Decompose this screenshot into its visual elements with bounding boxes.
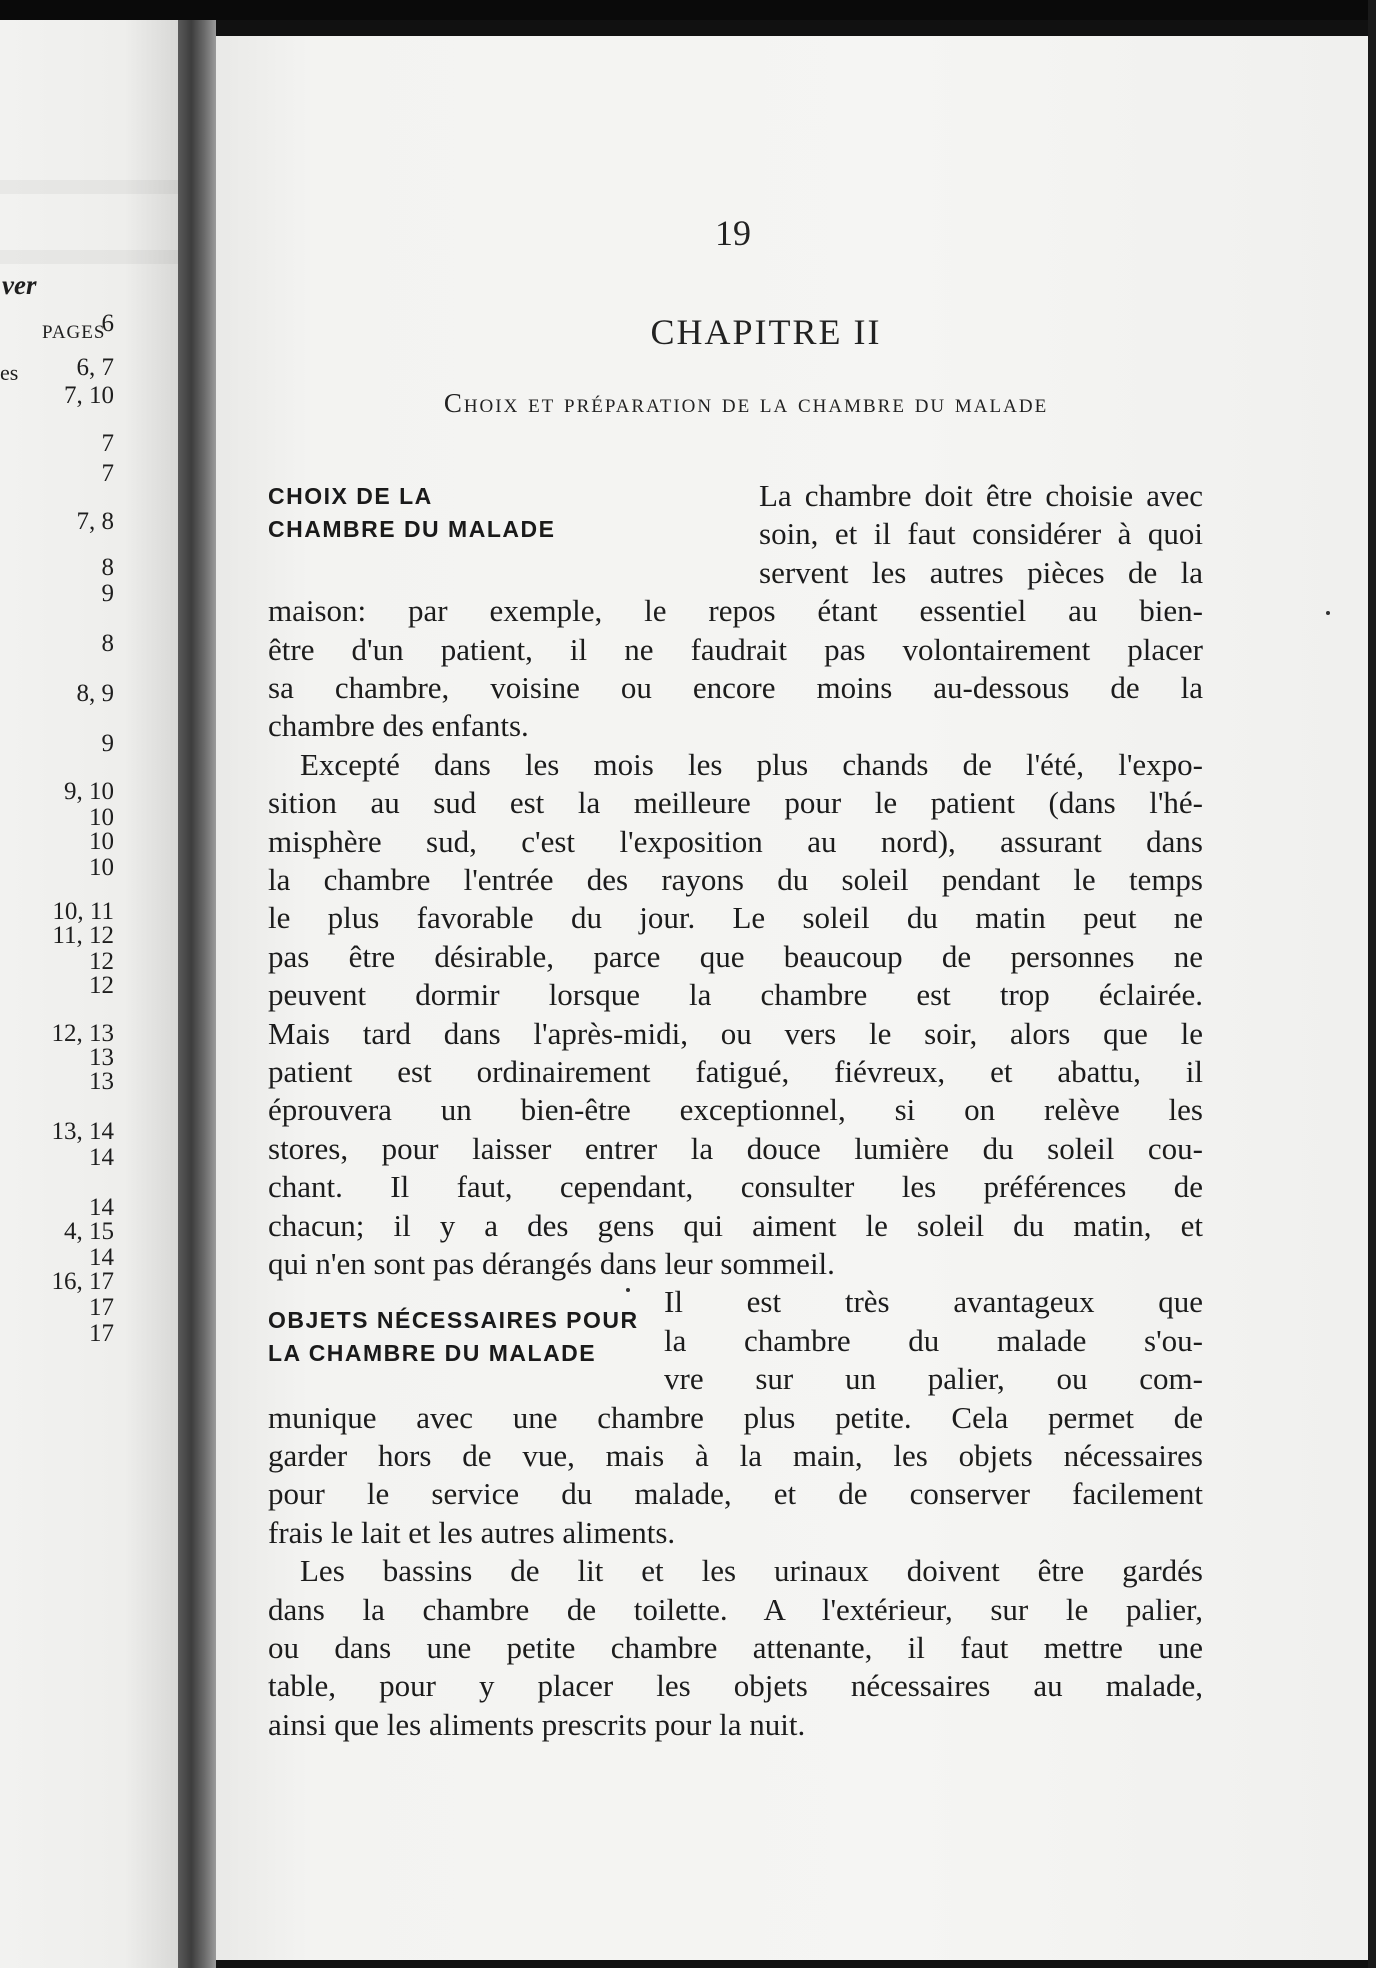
body-line: qui n'en sont pas dérangés dans leur sommeil. bbox=[268, 1246, 835, 1281]
body-line: servent les autres pièces de la bbox=[759, 554, 1203, 590]
body-line: pas être désirable, parce que beaucoup de personnes ne bbox=[268, 938, 1203, 974]
bleed-through bbox=[0, 180, 178, 194]
page-number: 19 bbox=[715, 213, 751, 253]
scan-right-border bbox=[1368, 0, 1376, 1968]
body-line: pour le service du malade, et de conserver facilement bbox=[268, 1476, 1203, 1512]
body-line: être d'un patient, il ne faudrait pas volontairement placer bbox=[268, 631, 1203, 667]
sidehead-choix: CHOIX DE LA CHAMBRE DU MALADE bbox=[268, 483, 556, 542]
body-line: patient est ordinairement fatigué, fiévreux, et abattu, il bbox=[268, 1054, 1203, 1089]
left-page-number: 13, 14 bbox=[51, 1118, 114, 1145]
scan-speck bbox=[626, 1288, 630, 1292]
left-page-number: 16, 17 bbox=[51, 1268, 114, 1295]
left-page-number: 13 bbox=[89, 1044, 114, 1071]
chapter-subtitle: Choix et préparation de la chambre du malade bbox=[443, 388, 1049, 418]
left-page-word: ver bbox=[2, 270, 37, 300]
body-line: dans la chambre de toilette. A l'extérieur, sur le palier, bbox=[268, 1591, 1203, 1627]
body-line: munique avec une chambre plus petite. Cela permet de bbox=[268, 1399, 1203, 1435]
left-page-number: 17 bbox=[89, 1294, 114, 1321]
left-page-number: 9 bbox=[101, 730, 114, 757]
left-page-number: 9, 10 bbox=[64, 778, 114, 805]
left-page-number: 8, 9 bbox=[76, 680, 114, 707]
body-line: sa chambre, voisine ou encore moins au-dessous de la bbox=[268, 670, 1203, 705]
left-page-number: 14 bbox=[89, 1194, 114, 1221]
body-line: vre sur un palier, ou com- bbox=[664, 1361, 1203, 1397]
left-page-number: 7 bbox=[101, 430, 114, 457]
left-page-number: 7 bbox=[101, 460, 114, 487]
left-page-number: 6 bbox=[101, 310, 114, 337]
body-line: soin, et il faut considérer à quoi bbox=[759, 516, 1203, 552]
body-line: garder hors de vue, mais à la main, les objets nécessaires bbox=[268, 1438, 1203, 1473]
left-page-number: 4, 15 bbox=[64, 1218, 114, 1245]
body-line: peuvent dormir lorsque la chambre est trop éclairée. bbox=[268, 977, 1203, 1013]
left-page-number: 10 bbox=[89, 828, 114, 855]
sidehead-objets: OBJETS NÉCESSAIRES POUR LA CHAMBRE DU MALADE bbox=[268, 1307, 639, 1366]
scan-speck bbox=[1326, 611, 1330, 615]
left-page-pages-label: PAGES bbox=[42, 322, 106, 343]
left-page-number: 12, 13 bbox=[51, 1020, 114, 1047]
body-line: Les bassins de lit et les urinaux doivent être gardés bbox=[300, 1553, 1203, 1589]
body-line: table, pour y placer les objets nécessaires au malade, bbox=[268, 1668, 1203, 1704]
left-page-number: 17 bbox=[89, 1320, 114, 1347]
body-line: éprouvera un bien-être exceptionnel, si on relève les bbox=[268, 1092, 1203, 1128]
body-line: sition au sud est la meilleure pour le patient (dans l'hé- bbox=[268, 785, 1203, 821]
body-line: frais le lait et les autres aliments. bbox=[268, 1514, 676, 1550]
left-page-number: 8 bbox=[101, 554, 114, 581]
left-page-number: 10 bbox=[89, 804, 114, 831]
left-page-number: 8 bbox=[101, 630, 114, 657]
body-line: le plus favorable du jour. Le soleil du matin peut ne bbox=[268, 900, 1203, 936]
left-page-number: 11, 12 bbox=[52, 922, 114, 949]
left-page-number: 12 bbox=[89, 948, 114, 975]
left-page-number: 14 bbox=[89, 1244, 114, 1271]
book-gutter bbox=[178, 20, 216, 1968]
scan-top-border bbox=[0, 0, 1376, 20]
left-page-fragment: es bbox=[0, 360, 19, 385]
body-line: ainsi que les aliments prescrits pour la nuit. bbox=[268, 1706, 806, 1742]
book-page bbox=[216, 36, 1368, 1960]
left-page-number: 10, 11 bbox=[52, 898, 114, 925]
body-line: ou dans une petite chambre attenante, il faut mettre une bbox=[268, 1630, 1203, 1665]
left-page-number: 7, 10 bbox=[64, 382, 114, 409]
body-line: la chambre l'entrée des rayons du soleil pendant le temps bbox=[268, 862, 1203, 897]
left-page-number: 6, 7 bbox=[76, 354, 114, 381]
body-line: maison: par exemple, le repos étant essentiel au bien- bbox=[268, 593, 1203, 629]
body-line: Mais tard dans l'après-midi, ou vers le soir, alors que le bbox=[268, 1015, 1203, 1051]
body-line: Il est très avantageux que bbox=[664, 1284, 1203, 1320]
body-line: chacun; il y a des gens qui aiment le soleil du matin, et bbox=[268, 1207, 1203, 1243]
left-page-number: 14 bbox=[89, 1144, 114, 1171]
left-page-number: 12 bbox=[89, 972, 114, 999]
left-page-number: 10 bbox=[89, 854, 114, 881]
body-line: Excepté dans les mois les plus chands de l'été, l'expo- bbox=[300, 746, 1203, 782]
bleed-through bbox=[0, 250, 178, 264]
left-facing-page bbox=[0, 20, 178, 1968]
body-line: misphère sud, c'est l'exposition au nord), assurant dans bbox=[268, 823, 1203, 859]
body-line: La chambre doit être choisie avec bbox=[759, 478, 1203, 513]
body-line: stores, pour laisser entrer la douce lumière du soleil cou- bbox=[268, 1130, 1203, 1166]
chapter-title: CHAPITRE II bbox=[650, 312, 882, 352]
left-page-number: 13 bbox=[89, 1068, 114, 1095]
left-page-number: 9 bbox=[101, 580, 114, 607]
left-page-number: 7, 8 bbox=[76, 508, 114, 535]
body-line: chant. Il faut, cependant, consulter les préférences de bbox=[268, 1169, 1203, 1205]
body-line: la chambre du malade s'ou- bbox=[664, 1322, 1203, 1358]
body-line: chambre des enfants. bbox=[268, 708, 529, 744]
